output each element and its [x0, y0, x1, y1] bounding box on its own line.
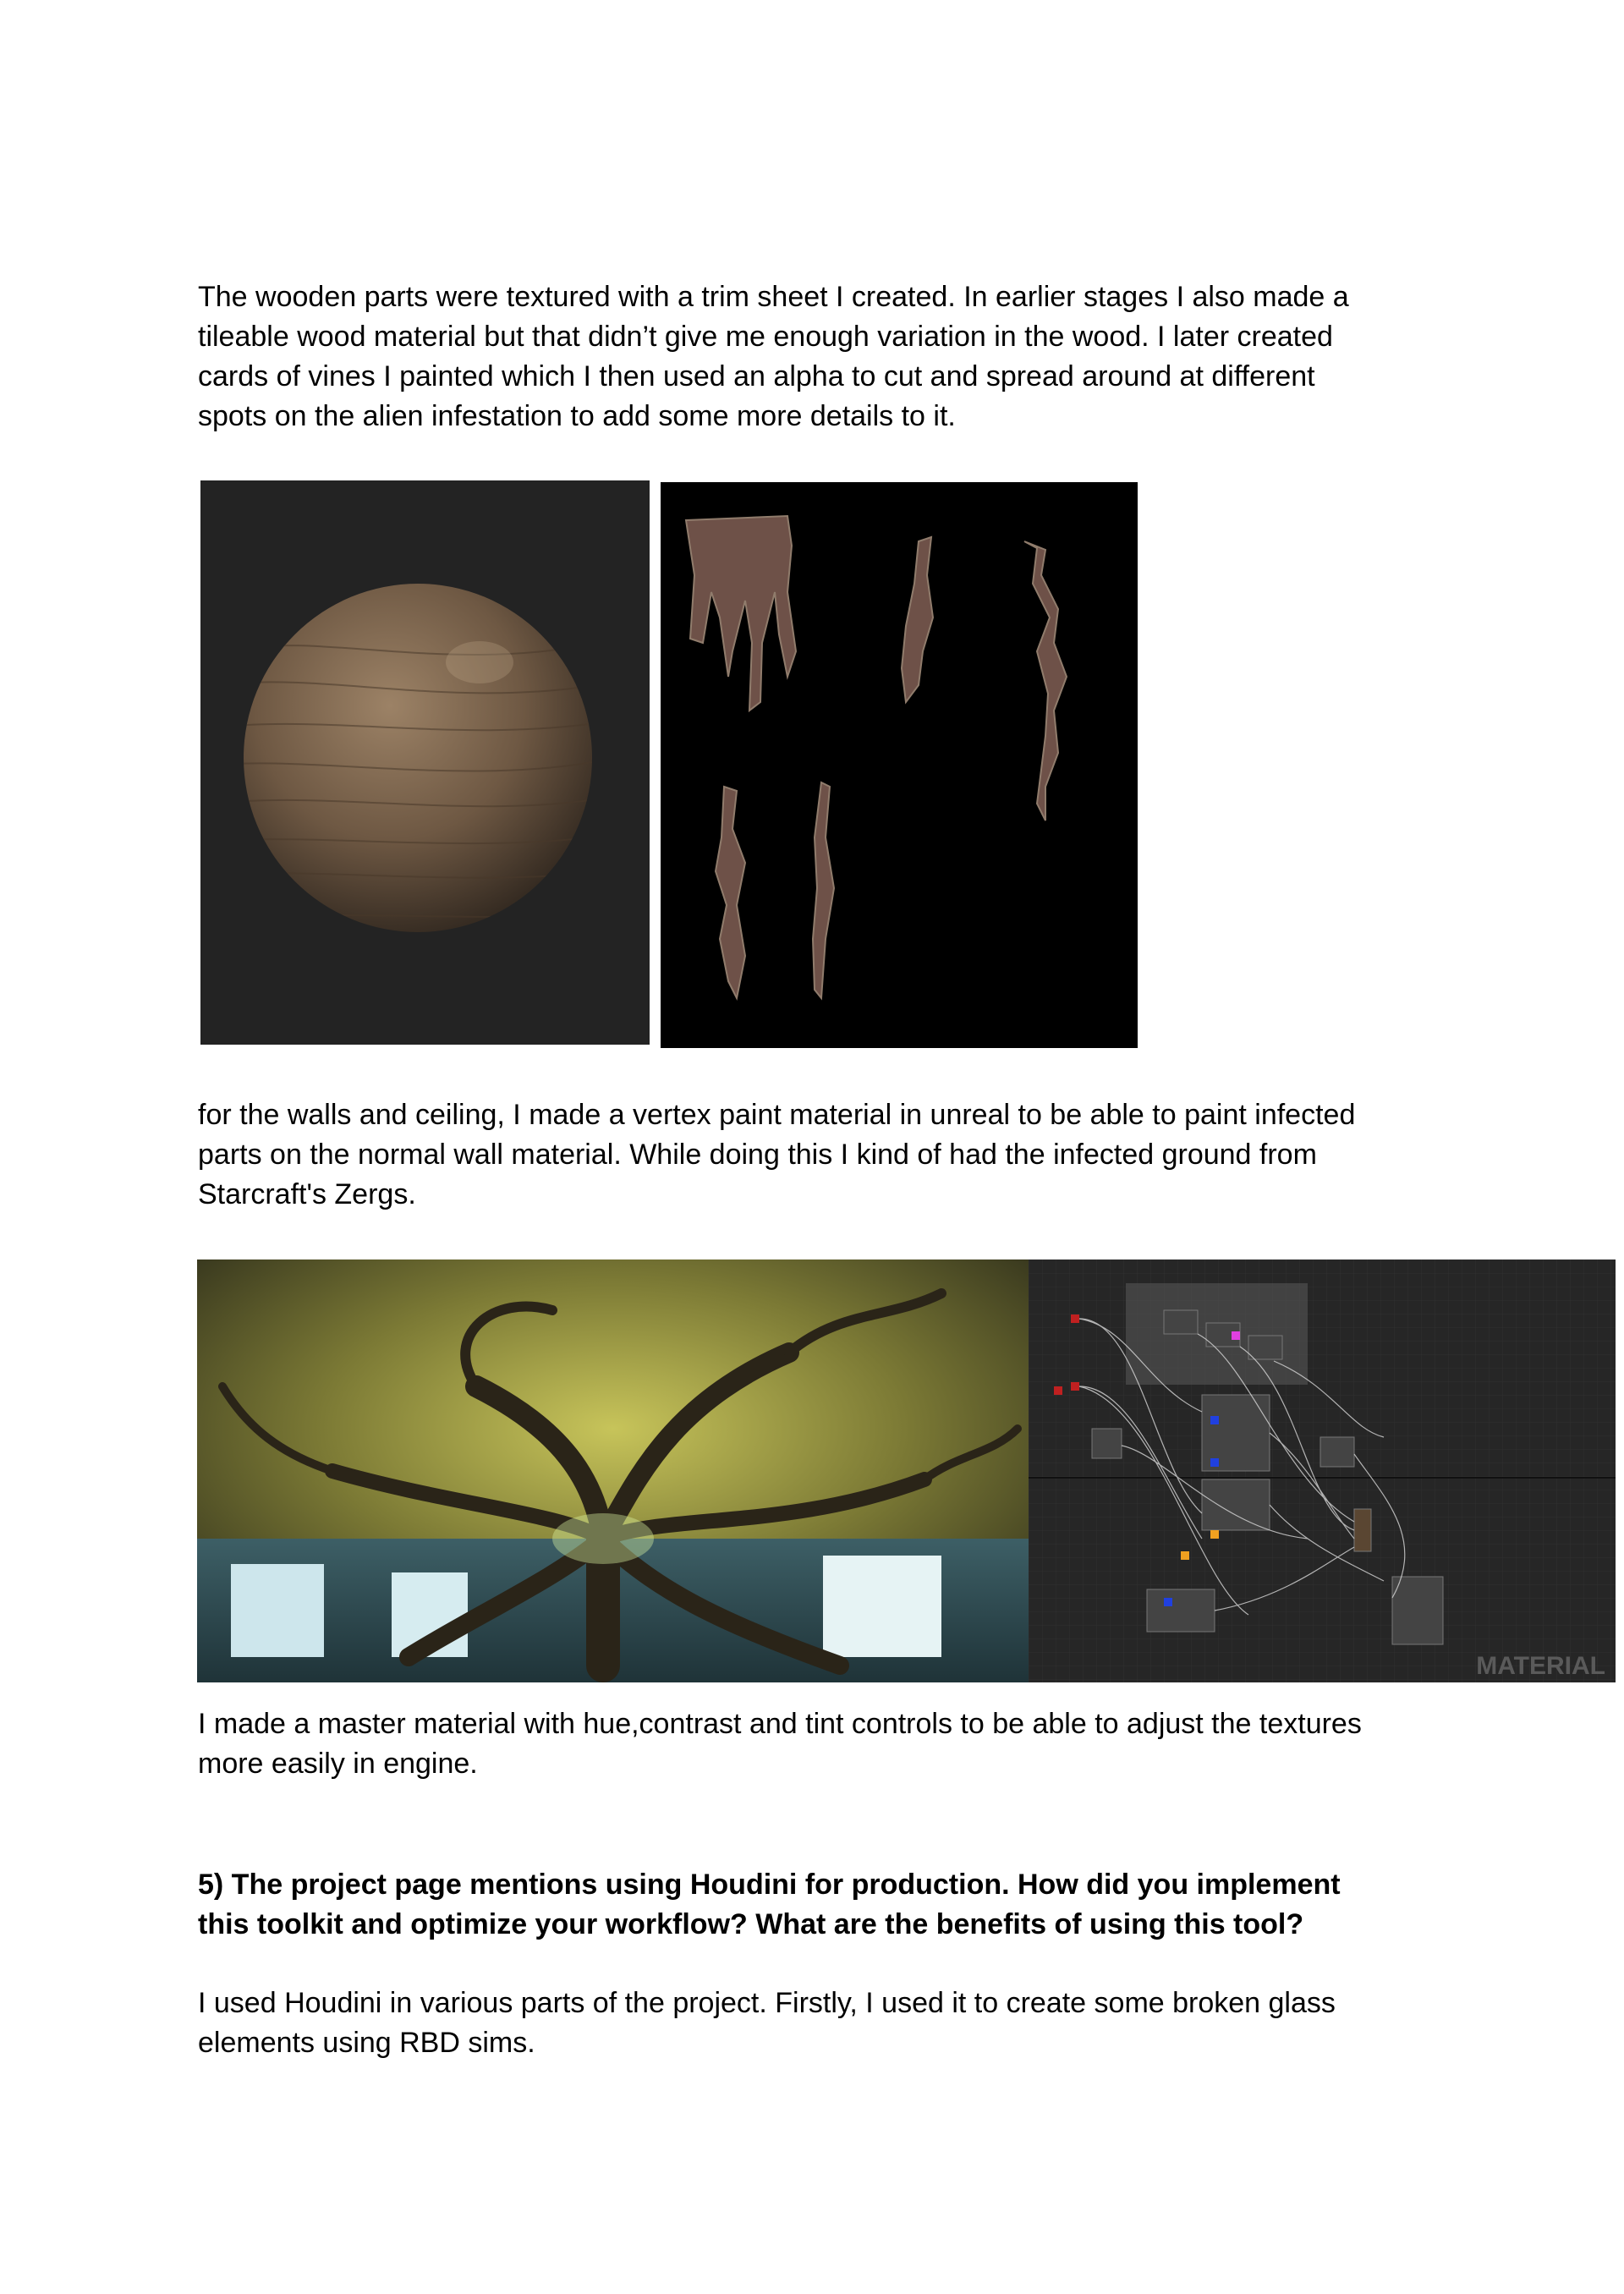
ceiling-render-image — [197, 1260, 1029, 1682]
wood-sphere-image — [200, 480, 650, 1045]
vine-card-cluster — [686, 516, 796, 711]
vine-card-5 — [813, 782, 834, 998]
vine-card-3 — [1024, 541, 1067, 820]
window-left — [231, 1564, 324, 1657]
question-5-heading: 5) The project page mentions using Houdini for production. How did you implement this toolkit and optimize your workflow? What are the benefits of using this tool? — [198, 1869, 1341, 1940]
paragraph-wood-trim: The wooden parts were textured with a trim sheet I created. In earlier stages I also made a tileable wood material but that didn’t give me enough variation in the wood. I later created cards of vines I painted which I then used an alpha to cut and spread around at different spots on the alien infestation to add some more details to it. — [198, 281, 1349, 432]
material-graph-image — [1029, 1260, 1616, 1682]
vine-card-4 — [716, 787, 745, 998]
graph-watermark: MATERIAL — [1476, 1652, 1605, 1680]
vine-cards-image — [661, 482, 1138, 1048]
vine-card-2 — [902, 537, 933, 702]
paragraph-houdini: I used Houdini in various parts of the project. Firstly, I used it to create some broken glass elements using RBD sims. — [198, 1987, 1336, 2059]
paragraph-master-material: I made a master material with hue,contrast and tint controls to be able to adjust the textures more easily in engine. — [198, 1708, 1362, 1780]
window-right — [823, 1556, 941, 1657]
paragraph-walls-ceiling: for the walls and ceiling, I made a vertex paint material in unreal to be able to paint infected parts on the normal wall material. While doing this I kind of had the infected ground from Starcraft's Zergs. — [198, 1099, 1356, 1210]
sphere-shape — [244, 584, 592, 932]
